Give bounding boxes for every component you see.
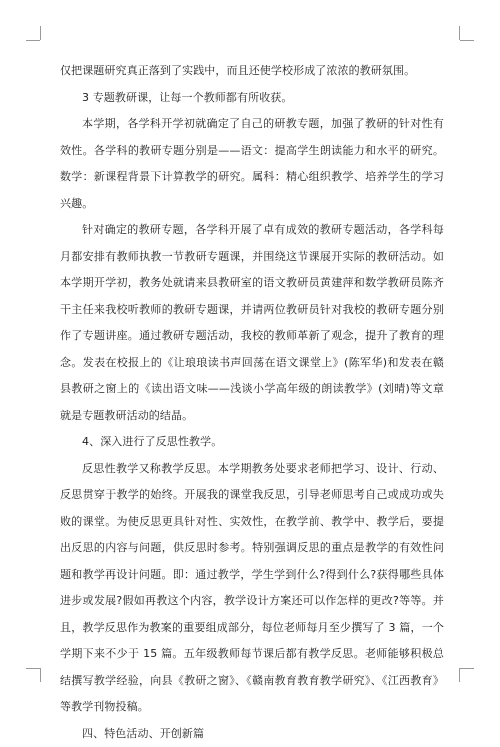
paragraph: 四、特色活动、开创新篇 (60, 721, 444, 747)
crop-mark-bottom-left-v (40, 668, 41, 682)
paragraph: 仅把课题研究真正落到了实践中，而且还使学校形成了浓浓的教研氛围。 (60, 58, 444, 85)
crop-mark-top-right-v (459, 26, 460, 40)
paragraph: 4、深入进行了反思性教学。 (60, 429, 444, 456)
crop-mark-top-right-h (460, 40, 474, 41)
crop-mark-bottom-right-v (459, 668, 460, 682)
paragraph: 针对确定的教研专题，各学科开展了卓有成效的教研专题活动，各学科每月都安排有教师执教一节教研专题课，并围绕这节课展开实际的教研活动。如本学期开学初，教务处就请来县教研室的语文教研员黄建萍和数学教研员陈齐干主任来我校听教师的教研专题课，并请两位教研员针对我校的教研专题分别作了专题讲座。通过教研专题活动，我校的教师革新了观念，提升了教育的理念。发表在校报上的《让琅琅读书声回荡在语文课堂上》(陈军华)和发表在赣县教研之窗上的《读出语文味——浅谈小学高年级的朗读教学》(刘晴)等文章就是专题教研活动的结晶。 (60, 217, 444, 429)
paragraph: 3 专题教研课，让每一个教师都有所收获。 (60, 85, 444, 112)
crop-mark-top-left-v (40, 26, 41, 40)
crop-mark-bottom-left-h (26, 668, 40, 669)
paragraph: 反思性教学又称教学反思。本学期教务处要求老师把学习、设计、行动、反思贯穿于教学的始终。开展我的课堂我反思，引导老师思考自己或成功或失败的课堂。为使反思更具针对性、实效性，在教学前、教学中、教学后，要提出反思的内容与问题，供反思时参考。特别强调反思的重点是教学的有效性问题和教学再设计问题。即：通过教学，学生学到什么?得到什么?获得哪些具体进步或发展?假如再教这个内容，教学设计方案还可以作怎样的更改?等等。并且，教学反思作为教案的重要组成部分，每位老师每月至少撰写了 3 篇，一个学期下来不少于 15 篇。五年级教师每节课后都有教学反思。老师能够积极总结撰写教学经验，向县《教研之窗》、《赣南教育教育教学研究》、《江西教育》等教学刊物投稿。 (60, 456, 444, 721)
paragraph: 本学期，各学科开学初就确定了自己的研教专题，加强了教研的针对性有效性。各学科的教研专题分别是——语文：提高学生朗读能力和水平的研究。数学：新课程背景下计算教学的研究。属科：精心组织教学、培养学生的学习兴趣。 (60, 111, 444, 217)
document-body (60, 58, 444, 747)
crop-mark-bottom-right-h (460, 668, 474, 669)
crop-mark-top-left-h (26, 40, 40, 41)
